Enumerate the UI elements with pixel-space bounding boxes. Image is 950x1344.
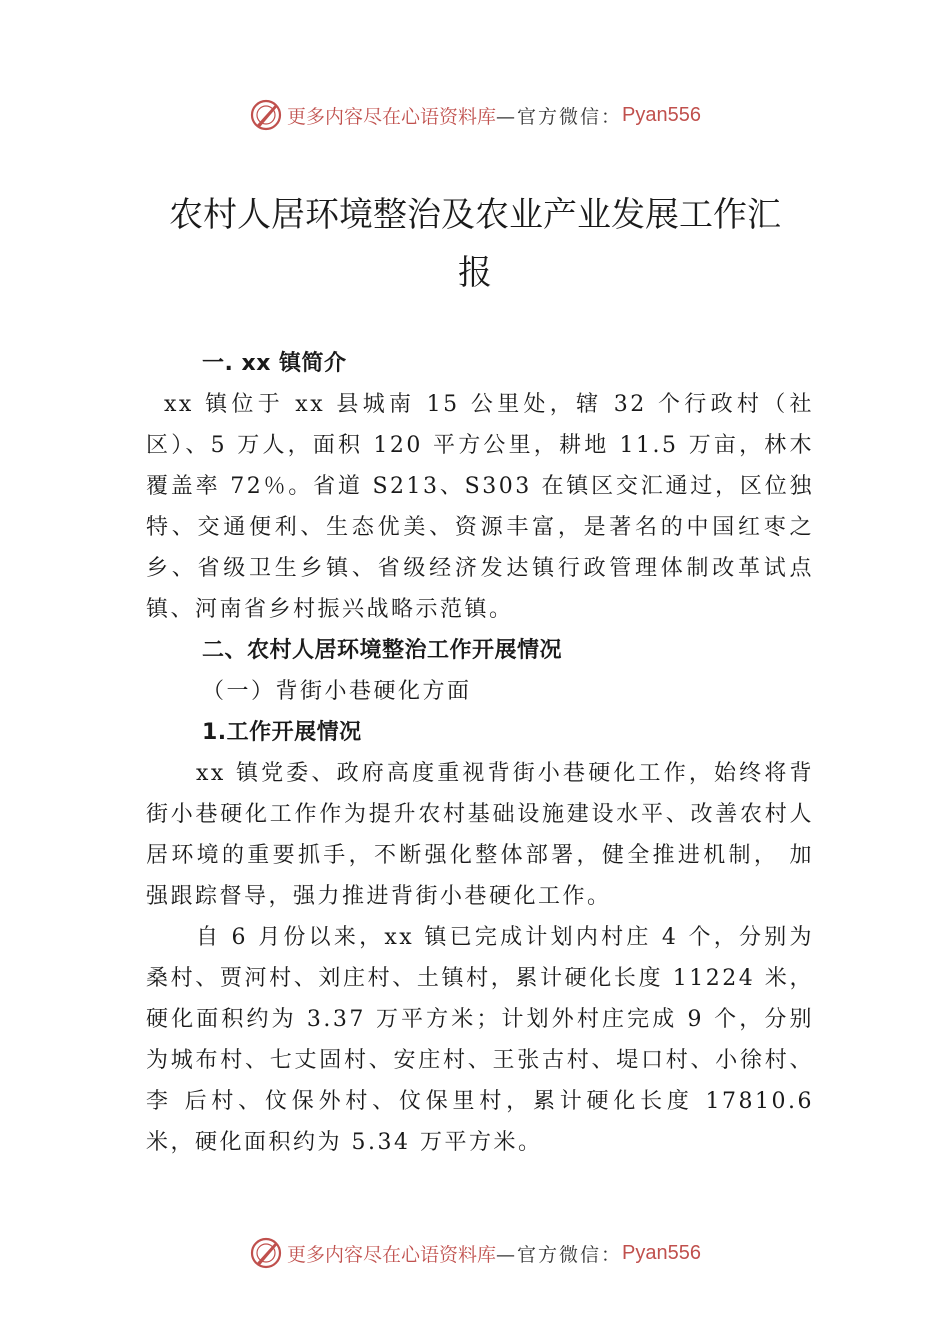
section-2-paragraph-2: 自 6 月份以来，xx 镇已完成计划内村庄 4 个，分别为桑村、贾河村、刘庄村、土镇村，累计硬化长度 11224 米，硬化面积约为 3.37 万平方米；计划外村庄完成 9 个，分别为城布村、七丈固村、安庄村、王张古村、堤口村、小徐村、李 后村、伩保外村、伩保里村，累计硬化长度 17810.6 米，硬化面积约为 5.34 万平方米。 bbox=[146, 925, 814, 1155]
banner-brand: 更多内容尽在心语资料库 bbox=[287, 1243, 497, 1266]
title-line-1: 农村人居环境整治及农业产业发展工作汇 bbox=[169, 195, 781, 235]
section-1-paragraph: xx 镇位于 xx 县城南 15 公里处，辖 32 个行政村（社区）、5 万人，面积 120 平方公里，耕地 11.5 万亩，林木覆盖率 72％。省道 S213、S303 在镇区交汇通过，区位独特、交通便利、生态优美、资源丰富，是著名的中国红枣之乡、省级卫生乡镇、省级经济发达镇行政管理体制改革试点镇、河南省乡村振兴战略示范镇。 bbox=[146, 392, 814, 622]
section-2-heading: 二、农村人居环境整治工作开展情况 bbox=[202, 638, 563, 663]
banner-label: —官方微信： bbox=[496, 1243, 623, 1266]
banner-wechat-id: Pyan556 bbox=[622, 103, 701, 126]
item-heading: 1.工作开展情况 bbox=[202, 720, 362, 745]
section-2-paragraph-1: xx 镇党委、政府高度重视背街小巷硬化工作，始终将背街小巷硬化工作作为提升农村基础设施建设水平、改善农村人居环境的重要抓手，不断强化整体部署，健全推进机制， 加强跟踪督导，强力推进背街小巷硬化工作。 bbox=[146, 761, 814, 909]
title-line-2: 报 bbox=[458, 253, 492, 293]
banner-label: —官方微信： bbox=[496, 105, 623, 128]
document-title bbox=[140, 186, 810, 302]
quill-seal-icon bbox=[249, 1236, 283, 1270]
header-banner bbox=[0, 95, 950, 135]
banner-wechat-id: Pyan556 bbox=[622, 1241, 701, 1264]
section-1-heading: 一. xx 镇简介 bbox=[202, 351, 347, 376]
subsection-heading: （一）背街小巷硬化方面 bbox=[202, 679, 472, 704]
banner-brand: 更多内容尽在心语资料库 bbox=[287, 105, 497, 128]
quill-seal-icon bbox=[249, 98, 283, 132]
document-body bbox=[146, 343, 814, 1163]
footer-banner bbox=[0, 1233, 950, 1273]
